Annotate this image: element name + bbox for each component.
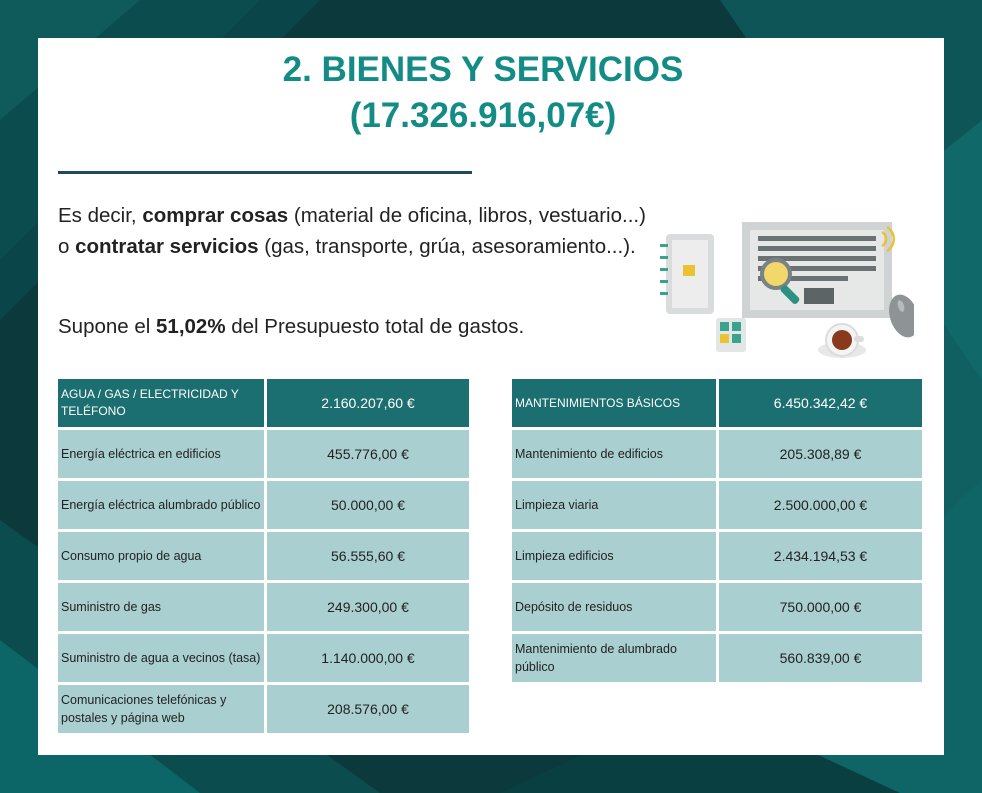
row-value: 208.576,00 €	[267, 685, 469, 733]
table-row	[58, 583, 469, 631]
row-value: 560.839,00 €	[719, 634, 922, 682]
row-value: 750.000,00 €	[719, 583, 922, 631]
row-value: 50.000,00 €	[267, 481, 469, 529]
slide-card	[38, 38, 944, 755]
row-value: 2.434.194,53 €	[719, 532, 922, 580]
notebook-icon	[660, 234, 714, 314]
office-illustration	[654, 214, 914, 364]
category-label: MANTENIMIENTOS BÁSICOS	[512, 379, 716, 427]
table-row	[58, 532, 469, 580]
title-divider	[58, 171, 472, 174]
row-label: Limpieza viaria	[512, 481, 716, 529]
emphasis-contract: contratar servicios	[75, 235, 259, 258]
emphasis-buy: comprar cosas	[142, 204, 289, 227]
table-row	[512, 481, 922, 529]
table-header-row	[58, 379, 469, 427]
calculator-icon	[716, 318, 746, 352]
row-value: 249.300,00 €	[267, 583, 469, 631]
table-row	[512, 532, 922, 580]
row-label: Energía eléctrica alumbrado público	[58, 481, 264, 529]
row-label: Energía eléctrica en edificios	[58, 430, 264, 478]
category-label: AGUA / GAS / ELECTRICIDAD Y TELÉFONO	[58, 379, 264, 427]
text-run: del Presupuesto total de gastos.	[225, 315, 525, 338]
row-label: Comunicaciones telefónicas y postales y página web	[58, 685, 264, 733]
row-value: 205.308,89 €	[719, 430, 922, 478]
utilities-table	[55, 376, 472, 736]
table-header-row	[512, 379, 922, 427]
category-total: 6.450.342,42 €	[719, 379, 922, 427]
text-run: Supone el	[58, 315, 157, 338]
page-title: 2. BIENES Y SERVICIOS	[282, 50, 684, 89]
table-row	[58, 481, 469, 529]
description-paragraph	[58, 200, 648, 262]
table-row	[512, 430, 922, 478]
percentage-paragraph	[58, 311, 648, 342]
text-run: (material de oficina, libros, vestuario...) o	[58, 204, 646, 258]
maintenance-table	[509, 376, 925, 685]
row-value: 2.500.000,00 €	[719, 481, 922, 529]
row-label: Limpieza edificios	[512, 532, 716, 580]
row-label: Mantenimiento de alumbrado público	[512, 634, 716, 682]
row-label: Consumo propio de agua	[58, 532, 264, 580]
row-label: Mantenimiento de edificios	[512, 430, 716, 478]
category-total: 2.160.207,60 €	[267, 379, 469, 427]
table-row	[512, 634, 922, 682]
row-value: 455.776,00 €	[267, 430, 469, 478]
text-run: Es decir,	[58, 204, 143, 227]
table-row	[58, 685, 469, 733]
coffee-cup-icon	[818, 324, 866, 358]
percentage-value: 51,02%	[156, 315, 226, 338]
table-row	[58, 634, 469, 682]
row-value: 56.555,60 €	[267, 532, 469, 580]
row-label: Depósito de residuos	[512, 583, 716, 631]
row-label: Suministro de gas	[58, 583, 264, 631]
row-label: Suministro de agua a vecinos (tasa)	[58, 634, 264, 682]
table-row	[58, 430, 469, 478]
row-value: 1.140.000,00 €	[267, 634, 469, 682]
text-run: (gas, transporte, grúa, asesoramiento...).	[258, 235, 636, 258]
total-amount: (17.326.916,07€)	[349, 96, 617, 135]
table-row	[512, 583, 922, 631]
